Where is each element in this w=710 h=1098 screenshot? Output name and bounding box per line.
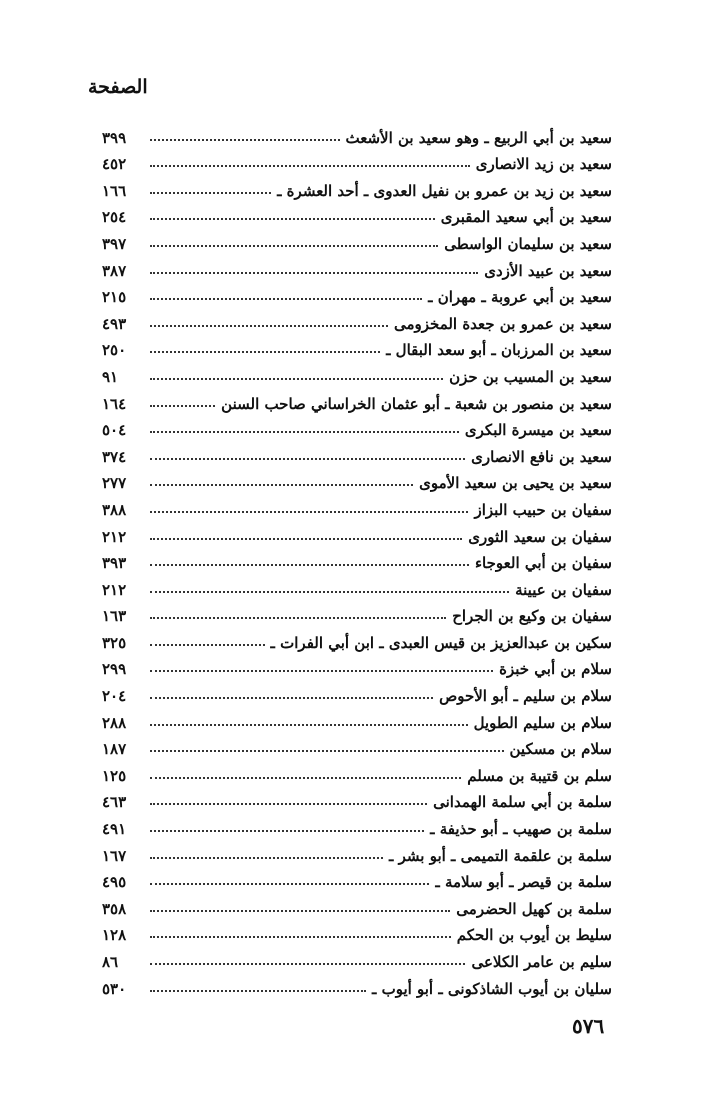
entry-name: سلمة بن قيصر ـ أبو سلامة ـ: [435, 873, 612, 892]
index-entry: [102, 226, 612, 253]
entry-name: سعيد بن المسيب بن حزن: [449, 367, 612, 386]
dotted-leader: [150, 616, 446, 619]
dotted-leader: [150, 829, 424, 832]
entry-name: سعيد بن أبي عروبة ـ مهران ـ: [428, 288, 612, 307]
entry-name: سلام بن مسكين: [509, 740, 612, 759]
entry-page-number: ١٦٤: [102, 394, 127, 413]
dotted-leader: [150, 882, 429, 885]
dotted-leader: [150, 483, 413, 486]
dotted-leader: [150, 802, 427, 805]
entry-name: سلمة بن كهيل الحضرمى: [456, 899, 612, 918]
entry-page-number: ١٦٦: [102, 181, 127, 200]
dotted-leader: [150, 164, 470, 167]
entry-page-number: ٢١٢: [102, 527, 127, 546]
page-column-heading: الصفحة: [88, 76, 148, 98]
dotted-leader: [150, 271, 478, 274]
index-entry: [102, 918, 612, 945]
index-entry: [102, 599, 612, 626]
entry-name: سلام بن أبي خبزة: [499, 660, 612, 679]
entry-name: سليم بن عامر الكلاعى: [471, 953, 612, 971]
entry-page-number: ٤٩١: [102, 820, 127, 839]
dotted-leader: [150, 749, 504, 752]
dotted-leader: [150, 324, 388, 327]
entry-page-number: ٣٨٧: [102, 261, 127, 280]
entry-page-number: ١٢٨: [102, 926, 127, 945]
entry-name: سلمة بن صهيب ـ أبو حذيفة ـ: [430, 820, 612, 839]
index-entry: [102, 173, 612, 200]
entry-name: سفيان بن عيينة: [515, 580, 612, 599]
index-entry: [102, 147, 612, 174]
entry-page-number: ٥٠٤: [102, 421, 127, 440]
index-entry: [102, 625, 612, 652]
dotted-leader: [150, 935, 451, 938]
index-entry: [102, 758, 612, 785]
entry-page-number: ٣٩٩: [102, 128, 127, 147]
dotted-leader: [150, 537, 462, 540]
index-entry: [102, 971, 612, 998]
entry-name: سعيد بن أبي سعيد المقبرى: [440, 208, 612, 227]
entry-page-number: ١٦٧: [102, 846, 127, 865]
dotted-leader: [150, 776, 461, 779]
dotted-leader: [150, 962, 465, 965]
entry-page-number: ٣٩٧: [102, 234, 127, 253]
entry-page-number: ٢٩٩: [102, 660, 127, 679]
entry-name: سعيد بن عبيد الأزدى: [484, 261, 612, 280]
index-entry: [102, 519, 612, 546]
dotted-leader: [150, 510, 468, 513]
index-entry: [102, 944, 612, 971]
dotted-leader: [150, 856, 383, 859]
entry-name: سعيد بن سليمان الواسطى: [444, 234, 612, 253]
entry-page-number: ٢١٢: [102, 580, 127, 599]
entry-name: سكين بن عبدالعزيز بن قيس العبدى ـ ابن أبي الفرات ـ: [270, 633, 612, 652]
entry-page-number: ٥٣٠: [102, 979, 127, 998]
entry-page-number: ٢٥٠: [102, 341, 127, 360]
index-entry: [102, 492, 612, 519]
entry-page-number: ٨٦: [102, 953, 119, 971]
index-entry: [102, 386, 612, 413]
index-list: [102, 120, 612, 998]
page-number: ٥٧٦: [572, 1014, 605, 1038]
index-entry: [102, 253, 612, 280]
entry-page-number: ٢٥٤: [102, 208, 127, 227]
index-entry: [102, 200, 612, 227]
dotted-leader: [150, 404, 215, 407]
dotted-leader: [150, 430, 459, 433]
entry-page-number: ١٦٣: [102, 607, 127, 626]
entry-name: سعيد بن عمرو بن جعدة المخزومى: [393, 314, 612, 333]
dotted-leader: [150, 909, 450, 912]
entry-page-number: ٤٦٣: [102, 793, 127, 812]
entry-page-number: ٣٢٥: [102, 633, 127, 652]
dotted-leader: [150, 217, 435, 220]
entry-name: سليان بن أيوب الشاذكونى ـ أبو أيوب ـ: [371, 979, 612, 998]
entry-page-number: ٢١٥: [102, 288, 127, 307]
entry-name: سلم بن قتيبة بن مسلم: [467, 766, 612, 785]
dotted-leader: [150, 563, 469, 566]
dotted-leader: [150, 696, 433, 699]
entry-name: سفيان بن أبي العوجاء: [475, 554, 612, 573]
dotted-leader: [150, 989, 366, 992]
entry-name: سعيد بن زيد الانصارى: [475, 155, 612, 174]
dotted-leader: [150, 643, 265, 646]
entry-name: سعيد بن ميسرة البكرى: [464, 421, 612, 440]
entry-page-number: ٤٩٥: [102, 873, 127, 892]
entry-page-number: ٣٨٨: [102, 500, 127, 519]
dotted-leader: [150, 350, 380, 353]
index-entry: [102, 413, 612, 440]
entry-name: سلمة بن أبي سلمة الهمدانى: [433, 793, 612, 812]
index-entry: [102, 280, 612, 307]
entry-name: سفيان بن سعيد الثورى: [468, 527, 612, 546]
entry-page-number: ٢٨٨: [102, 713, 127, 732]
dotted-leader: [150, 138, 340, 141]
entry-name: سعيد بن منصور بن شعبة ـ أبو عثمان الخراساني صاحب السنن: [221, 394, 612, 413]
dotted-leader: [150, 723, 468, 726]
entry-page-number: ٤٥٢: [102, 155, 127, 174]
index-entry: [102, 466, 612, 493]
entry-page-number: ١٨٧: [102, 740, 127, 759]
index-entry: [102, 678, 612, 705]
index-entry: [102, 732, 612, 759]
index-entry: [102, 705, 612, 732]
dotted-leader: [150, 244, 438, 247]
index-entry: [102, 306, 612, 333]
entry-name: سعيد بن أبي الربيع ـ وهو سعيد بن الأشعث: [345, 128, 612, 147]
index-entry: [102, 120, 612, 147]
entry-page-number: ٢٧٧: [102, 474, 127, 493]
index-entry: [102, 865, 612, 892]
dotted-leader: [150, 669, 493, 672]
entry-name: سعيد بن نافع الانصارى: [471, 447, 612, 466]
entry-name: سعيد بن المرزبان ـ أبو سعد البقال ـ: [386, 341, 612, 360]
entry-name: سلام بن سليم الطويل: [473, 713, 612, 732]
entry-page-number: ٩١: [102, 367, 119, 386]
index-entry: [102, 811, 612, 838]
dotted-leader: [150, 377, 443, 380]
entry-page-number: ٤٩٣: [102, 314, 127, 333]
entry-name: سفيان بن وكيع بن الجراح: [452, 607, 612, 626]
dotted-leader: [150, 191, 271, 194]
entry-page-number: ٢٠٤: [102, 687, 127, 706]
entry-page-number: ١٢٥: [102, 766, 127, 785]
entry-name: سعيد بن زيد بن عمرو بن نفيل العدوى ـ أحد العشرة ـ: [277, 181, 612, 200]
index-entry: [102, 333, 612, 360]
entry-name: سلام بن سليم ـ أبو الأحوص: [439, 687, 612, 706]
entry-page-number: ٣٥٨: [102, 899, 127, 918]
entry-name: سلمة بن علقمة التميمى ـ أبو بشر ـ: [389, 846, 612, 865]
index-entry: [102, 891, 612, 918]
entry-page-number: ٣٩٣: [102, 554, 127, 573]
dotted-leader: [150, 457, 465, 460]
entry-name: سليط بن أيوب بن الحكم: [456, 926, 612, 945]
index-entry: [102, 546, 612, 573]
entry-page-number: ٣٧٤: [102, 447, 127, 466]
index-entry: [102, 359, 612, 386]
index-entry: [102, 652, 612, 679]
index-entry: [102, 572, 612, 599]
entry-name: سعيد بن يحيى بن سعيد الأموى: [419, 474, 612, 493]
dotted-leader: [150, 297, 422, 300]
index-entry: [102, 838, 612, 865]
index-entry: [102, 785, 612, 812]
entry-name: سفيان بن حبيب البزاز: [474, 500, 612, 519]
index-entry: [102, 439, 612, 466]
dotted-leader: [150, 590, 509, 593]
